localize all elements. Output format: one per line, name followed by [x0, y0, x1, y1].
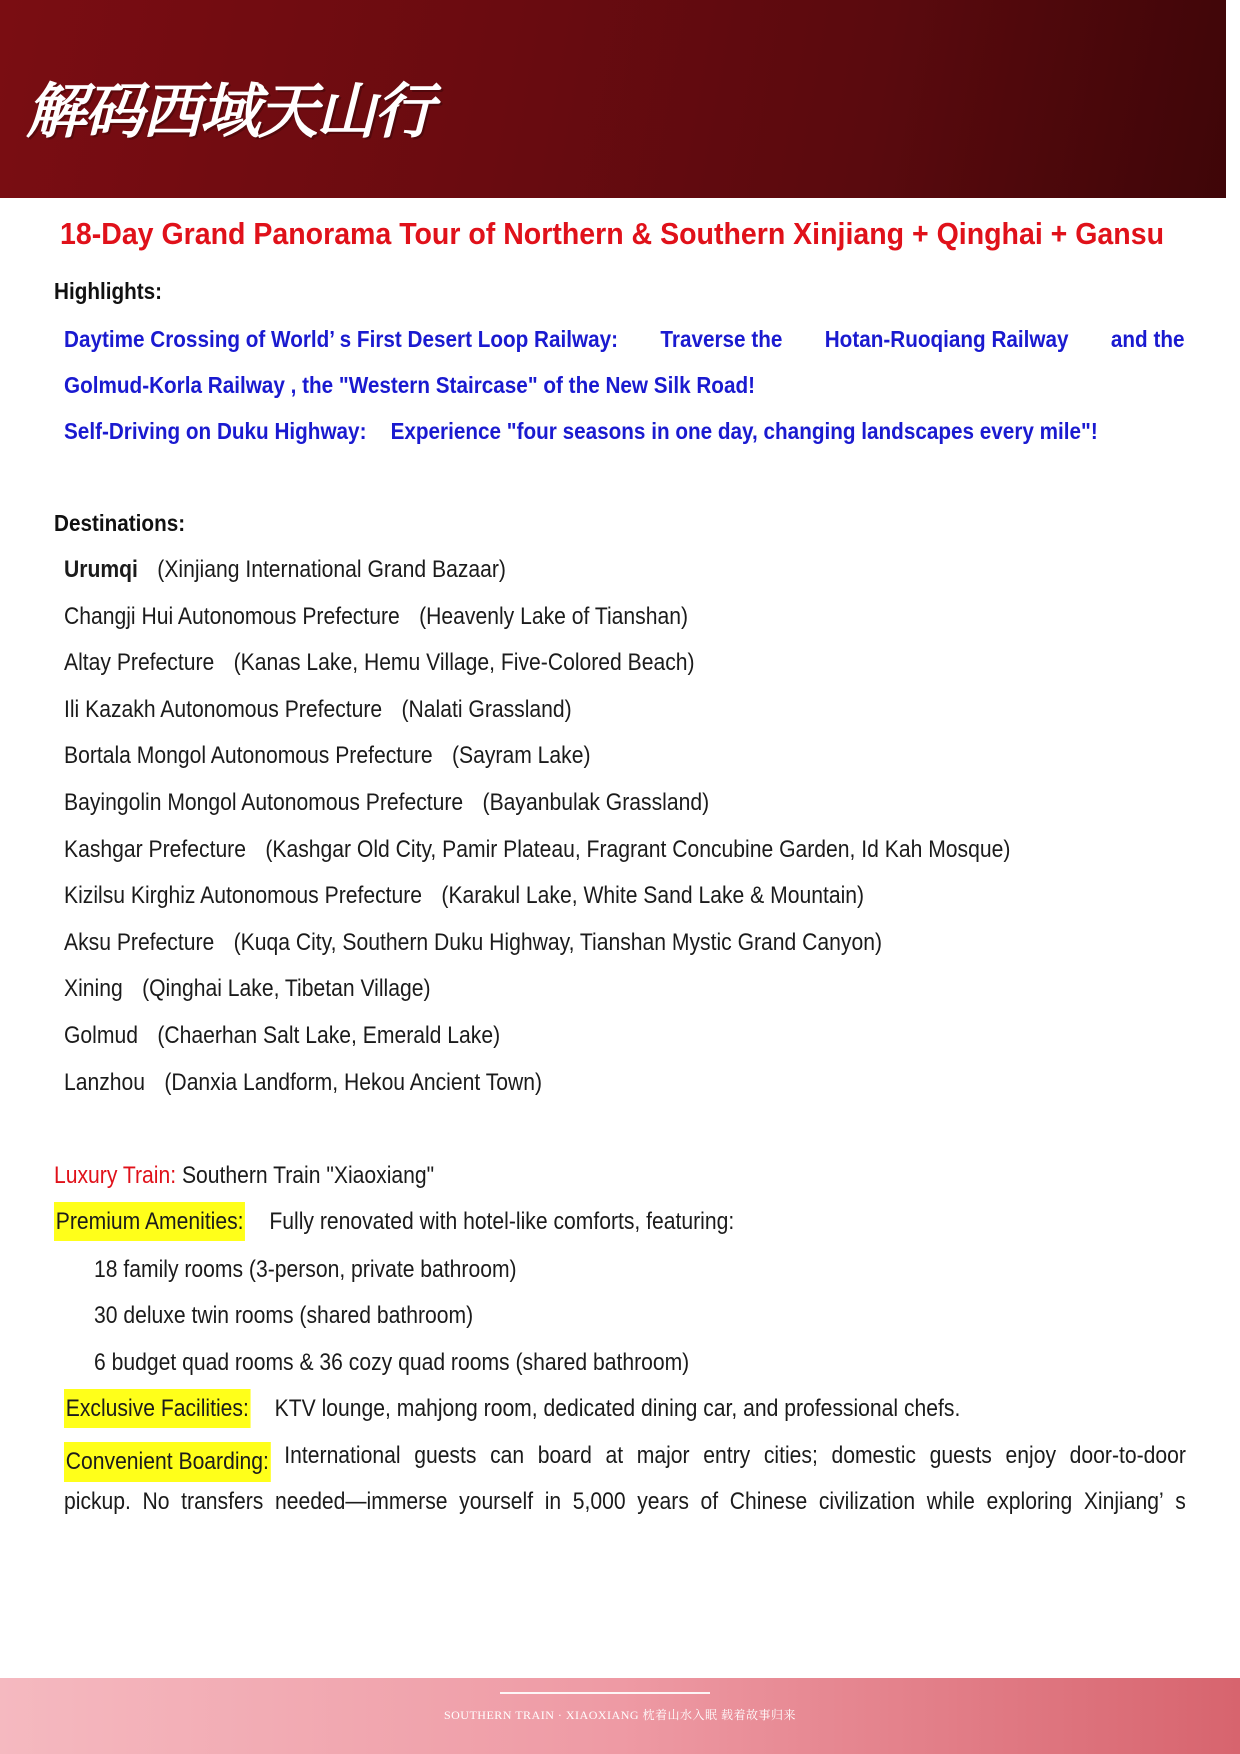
destination-item [64, 929, 882, 957]
highlight-traverse: Traverse the [660, 326, 783, 352]
destination-place: Lanzhou [64, 1068, 146, 1096]
destination-item [64, 742, 591, 770]
destination-place: Bortala Mongol Autonomous Prefecture [64, 742, 433, 770]
room-item: 6 budget quad rooms & 36 cozy quad rooms (shared bathroom) [94, 1349, 690, 1376]
destination-sites: (Bayanbulak Grassland) [482, 789, 710, 816]
destination-place: Xining [64, 975, 123, 1003]
destination-sites: (Xinjiang International Grand Bazaar) [157, 556, 506, 583]
boarding-word: enjoy [1005, 1442, 1057, 1469]
highlight-line-3 [64, 418, 1098, 445]
destination-place: Altay Prefecture [64, 649, 215, 677]
brand-logo: 解码西域天山行 [26, 77, 432, 147]
highlight-duku-label: Self-Driving on Duku Highway: [64, 418, 367, 444]
boarding-word: 5,000 [572, 1488, 626, 1515]
boarding-word: yourself [459, 1488, 534, 1515]
luxury-train-label: Luxury Train: [54, 1162, 177, 1189]
luxury-train-text: Southern Train "Xiaoxiang" [181, 1162, 435, 1189]
boarding-word: entry [703, 1442, 751, 1469]
destination-sites: (Nalati Grassland) [401, 695, 572, 723]
banner-edge [1226, 0, 1240, 198]
destination-sites: (Kanas Lake, Hemu Village, Five-Colored Beach) [233, 649, 695, 677]
amenities-text: Fully renovated with hotel-like comforts, featuring: [269, 1208, 735, 1235]
destination-item [64, 556, 506, 584]
highlight-duku-text: Experience "four seasons in one day, changing landscapes every mile"! [390, 418, 1098, 444]
boarding-word: board [537, 1442, 592, 1469]
destinations-heading: Destinations: [54, 510, 186, 536]
destination-place: Kizilsu Kirghiz Autonomous Prefecture [64, 882, 423, 910]
boarding-word: can [490, 1442, 525, 1469]
luxury-train-line [54, 1162, 434, 1190]
boarding-word: cities; [763, 1442, 818, 1469]
highlight-line-1 [64, 326, 1185, 353]
highlights-heading: Highlights: [54, 278, 163, 304]
highlight-railway-crossing: Daytime Crossing of World’ s First Desert Loop Railway: [64, 326, 619, 352]
facilities-line [64, 1395, 960, 1423]
boarding-word: in [544, 1488, 562, 1515]
destination-item [64, 1022, 500, 1050]
room-item: 18 family rooms (3-person, private bathroom) [94, 1256, 517, 1283]
destination-item [64, 882, 864, 910]
boarding-word: major [636, 1442, 690, 1469]
boarding-word: years [637, 1488, 689, 1515]
destination-sites: (Karakul Lake, White Sand Lake & Mountain) [441, 882, 865, 910]
boarding-word: No [142, 1488, 170, 1515]
destination-sites: (Heavenly Lake of Tianshan) [419, 602, 688, 630]
boarding-word: International [284, 1442, 401, 1469]
boarding-paragraph-line-2 [64, 1488, 1186, 1516]
destination-place: Bayingolin Mongol Autonomous Prefecture [64, 789, 464, 816]
highlight-line-2: Golmud-Korla Railway , the "Western Staircase" of the New Silk Road! [64, 372, 756, 398]
boarding-word: s [1175, 1488, 1186, 1515]
destination-place: Aksu Prefecture [64, 928, 215, 956]
boarding-word: needed—immerse [274, 1488, 448, 1515]
footer-bar [0, 1678, 1240, 1754]
boarding-word: door-to-door [1069, 1442, 1186, 1469]
destination-place: Ili Kazakh Autonomous Prefecture [64, 695, 383, 723]
boarding-word: transfers [181, 1488, 264, 1515]
boarding-word: while [926, 1488, 975, 1515]
destination-item [64, 789, 709, 817]
facilities-label: Exclusive Facilities: [64, 1389, 251, 1428]
destination-place: Changji Hui Autonomous Prefecture [64, 602, 400, 630]
boarding-word: guests [414, 1442, 477, 1469]
amenities-line [54, 1208, 734, 1236]
boarding-word: of [700, 1488, 719, 1515]
destination-sites: (Danxia Landform, Hekou Ancient Town) [164, 1068, 543, 1096]
highlight-hotan-railway: Hotan-Ruoqiang Railway [824, 326, 1069, 352]
destination-sites: (Kashgar Old City, Pamir Plateau, Fragrant Concubine Garden, Id Kah Mosque) [265, 835, 1011, 863]
footer-divider [500, 1692, 710, 1694]
destination-place: Urumqi [64, 556, 138, 583]
destination-item [64, 696, 572, 724]
footer-text: SOUTHERN TRAIN · XIAOXIANG 枕着山水入眠 载着故事归来 [443, 1708, 797, 1722]
destination-sites: (Qinghai Lake, Tibetan Village) [142, 975, 431, 1003]
boarding-paragraph-line-1 [64, 1442, 1186, 1482]
page-title: 18-Day Grand Panorama Tour of Northern & Southern Xinjiang + Qinghai + Gansu [60, 216, 1164, 251]
destination-item [64, 649, 695, 677]
highlight-and-the: and the [1110, 326, 1185, 352]
boarding-word: Chinese [729, 1488, 808, 1515]
boarding-word: domestic [831, 1442, 916, 1469]
destination-sites: (Sayram Lake) [452, 742, 591, 770]
boarding-word: guests [929, 1442, 992, 1469]
boarding-word: pickup. [64, 1488, 131, 1515]
destination-place: Kashgar Prefecture [64, 835, 246, 863]
destination-item [64, 975, 431, 1003]
boarding-word: civilization [818, 1488, 916, 1515]
destination-sites: (Chaerhan Salt Lake, Emerald Lake) [157, 1022, 501, 1049]
boarding-word: at [605, 1442, 624, 1469]
boarding-word: exploring [986, 1488, 1073, 1515]
facilities-text: KTV lounge, mahjong room, dedicated dining car, and professional chefs. [274, 1395, 961, 1422]
destination-item [64, 1069, 542, 1097]
destination-item [64, 836, 1010, 864]
room-item: 30 deluxe twin rooms (shared bathroom) [94, 1302, 474, 1329]
destination-place: Golmud [64, 1022, 138, 1049]
destination-sites: (Kuqa City, Southern Duku Highway, Tianshan Mystic Grand Canyon) [233, 928, 882, 956]
header-banner [0, 0, 1240, 198]
destination-item [64, 603, 688, 631]
amenities-label: Premium Amenities: [54, 1202, 245, 1241]
boarding-word: Xinjiang’ [1083, 1488, 1164, 1515]
boarding-label: Convenient Boarding: [64, 1442, 271, 1482]
